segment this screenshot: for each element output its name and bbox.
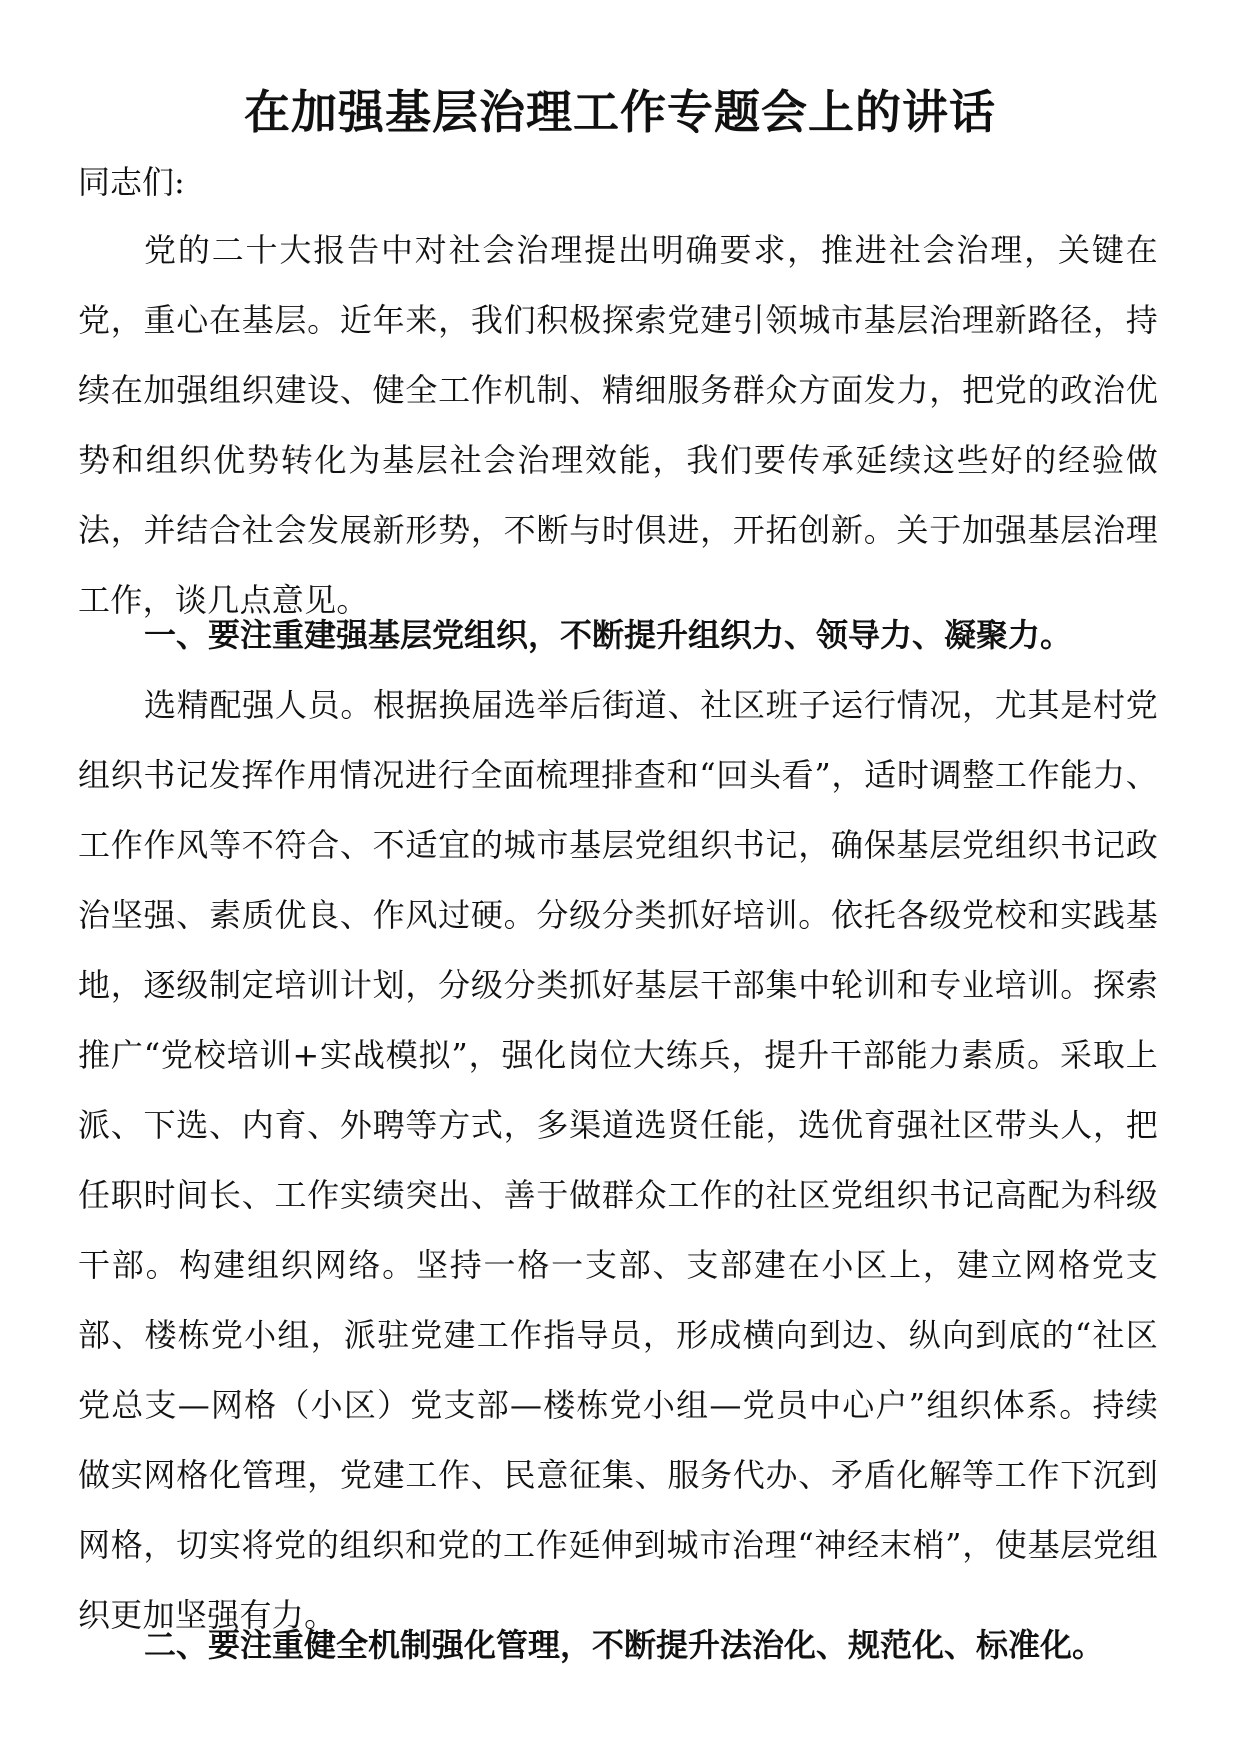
section-1-paragraph: 选精配强人员。根据换届选举后街道、社区班子运行情况，尤其是村党组织书记发挥作用情况进行全面梳理排查和“回头看”，适时调整工作能力、工作作风等不符合、不适宜的城市基层党组织书记，确保基层党组织书记政治坚强、素质优良、作风过硬。分级分类抓好培训。依托各级党校和实践基地，逐级制定培训计划，分级分类抓好基层干部集中轮训和专业培训。探索推广“党校培训+实战模拟”，强化岗位大练兵，提升干部能力素质。采取上派、下选、内育、外聘等方式，多渠道选贤任能，选优育强社区带头人，把任职时间长、工作实绩突出、善于做群众工作的社区党组织书记高配为科级干部。构建组织网络。坚持一格一支部、支部建在小区上，建立网格党支部、楼栋党小组，派驻党建工作指导员，形成横向到边、纵向到底的“社区党总支—网格（小区）党支部—楼栋党小组—党员中心户”组织体系。持续做实网格化管理，党建工作、民意征集、服务代办、矛盾化解等工作下沉到网格，切实将党的组织和党的工作延伸到城市治理“神经末梢”，使基层党组织更加坚强有力。: [78, 686, 1158, 1634]
section-heading-1: 一、要注重建强基层党组织，不断提升组织力、领导力、凝聚力。: [144, 616, 1073, 654]
section-heading-2: 二、要注重健全机制强化管理，不断提升法治化、规范化、标准化。: [144, 1626, 1105, 1664]
salutation: 同志们:: [78, 163, 185, 201]
document-title: 在加强基层治理工作专题会上的讲话: [244, 85, 996, 139]
intro-paragraph: 党的二十大报告中对社会治理提出明确要求，推进社会治理，关键在党，重心在基层。近年来，我们积极探索党建引领城市基层治理新路径，持续在加强组织建设、健全工作机制、精细服务群众方面发力，把党的政治优势和组织优势转化为基层社会治理效能，我们要传承延续这些好的经验做法，并结合社会发展新形势，不断与时俱进，开拓创新。关于加强基层治理工作，谈几点意见。: [78, 231, 1158, 619]
